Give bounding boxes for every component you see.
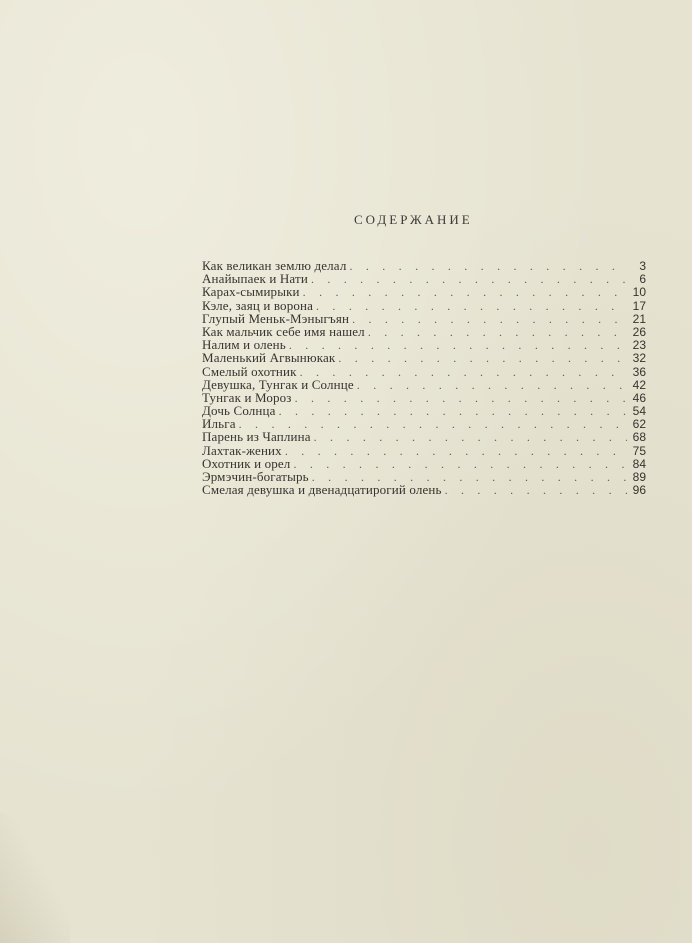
toc-entry	[202, 285, 646, 298]
dot-leader	[303, 286, 627, 299]
dot-leader	[279, 405, 627, 418]
toc-entry-title: Кэле, заяц и ворона	[202, 297, 314, 313]
dot-leader	[338, 352, 627, 365]
toc-entry-page: 75	[632, 443, 646, 458]
toc-entry-title: Карах-сымирыки	[202, 284, 300, 300]
dot-leader	[314, 431, 627, 444]
toc-entry-page: 21	[632, 311, 646, 326]
dot-leader	[357, 379, 627, 392]
toc-entry	[202, 299, 646, 312]
dot-leader	[289, 339, 627, 352]
toc-entry-title: Девушка, Тунгак и Солнце	[202, 376, 354, 392]
toc-entry-page: 6	[639, 272, 646, 287]
toc-heading: СОДЕРЖАНИЕ	[354, 212, 473, 227]
toc-entry-page: 10	[632, 285, 646, 300]
toc-entry-page: 26	[632, 324, 646, 339]
toc-entry	[202, 378, 646, 391]
dot-leader	[295, 392, 627, 405]
toc-entry-title: Налим и олень	[202, 337, 286, 353]
toc-entry-title: Смелый охотник	[202, 363, 297, 379]
dot-leader	[311, 273, 627, 286]
toc-entry-page: 84	[632, 456, 646, 471]
toc-entry-page: 32	[632, 351, 646, 366]
toc-entry-title: Маленький Агвынюкак	[202, 350, 336, 366]
page-corner-shadow	[0, 813, 70, 943]
toc-entry	[202, 444, 646, 457]
toc-heading-row	[0, 212, 692, 228]
toc-entry-title: Тунгак и Мороз	[202, 389, 292, 405]
toc-entry-title: Охотник и орел	[202, 455, 291, 471]
toc-entry-title: Анайыпаек и Нати	[202, 271, 308, 287]
toc-entry	[202, 365, 646, 378]
toc-entry-page: 36	[632, 364, 646, 379]
toc-entry-page: 23	[632, 338, 646, 353]
toc-entry-page: 96	[632, 483, 646, 498]
toc-entry-page: 54	[632, 404, 646, 419]
toc-entry	[202, 312, 646, 325]
toc-entry-page: 89	[632, 470, 646, 484]
dot-leader	[368, 326, 627, 339]
dot-leader	[349, 260, 627, 273]
table-of-contents	[202, 259, 646, 496]
toc-entry-page: 62	[632, 417, 646, 432]
toc-entry-page: 42	[632, 377, 646, 392]
toc-entry-page: 68	[632, 430, 646, 445]
toc-entry-title: Ильга	[202, 416, 236, 432]
toc-entry-page: 17	[632, 298, 646, 313]
toc-entry-page: 3	[639, 259, 646, 273]
dot-leader	[445, 484, 627, 497]
dot-leader	[285, 445, 627, 458]
toc-entry-page: 46	[632, 390, 646, 405]
toc-entry-title: Парень из Чаплина	[202, 429, 311, 445]
dot-leader	[352, 313, 627, 326]
toc-entry-title: Как мальчик себе имя нашел	[202, 323, 365, 339]
dot-leader	[316, 300, 627, 313]
toc-entry	[202, 404, 646, 417]
toc-entry-title: Лахтак-жених	[202, 442, 282, 458]
toc-entry-title: Как великан землю делал	[202, 258, 347, 273]
toc-entry	[202, 483, 646, 496]
toc-entry-title: Дочь Солнца	[202, 403, 276, 419]
dot-leader	[293, 458, 627, 471]
toc-entry-title: Эрмэчин-богатырь	[202, 469, 309, 484]
toc-entry-title: Смелая девушка и двенадцатирогий олень	[202, 482, 442, 498]
toc-entry	[202, 430, 646, 443]
toc-entry-title: Глупый Меньк-Мэныгъян	[202, 310, 350, 326]
toc-entry	[202, 351, 646, 364]
